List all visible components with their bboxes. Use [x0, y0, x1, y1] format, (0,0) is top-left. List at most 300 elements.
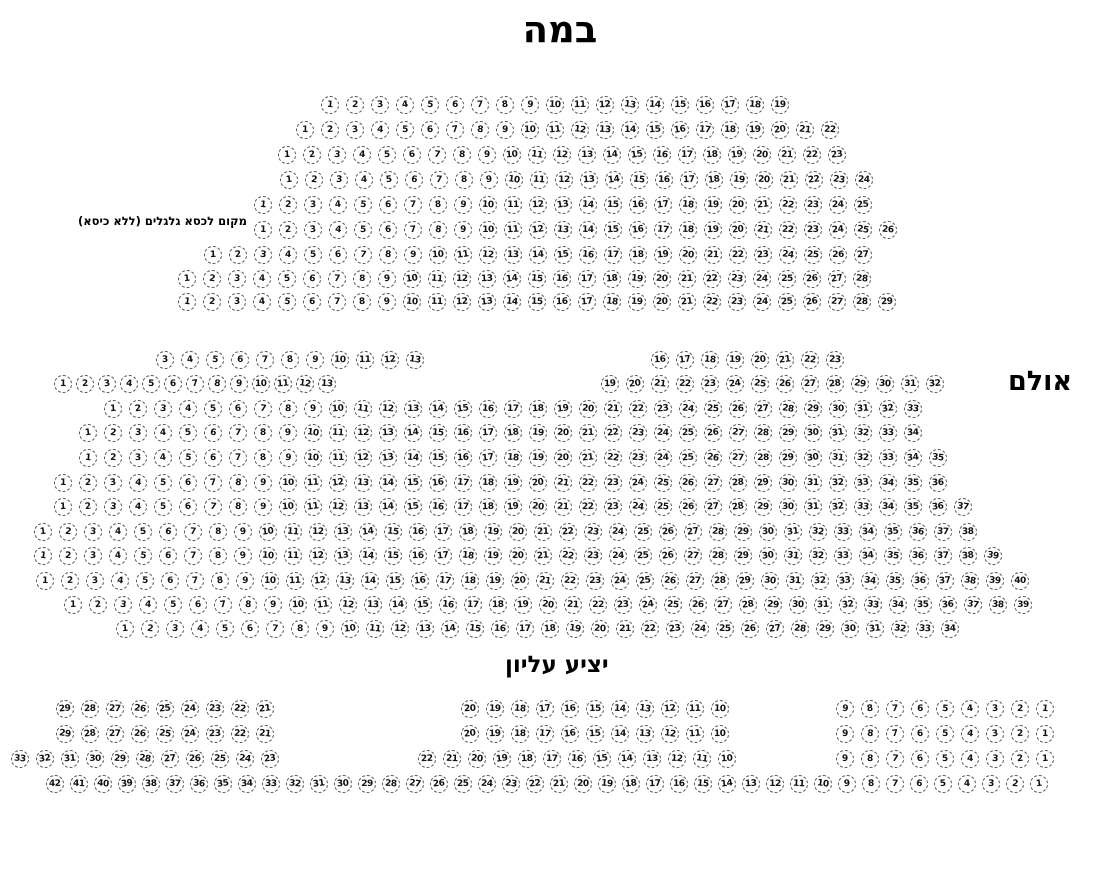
- seat[interactable]: [379, 400, 397, 418]
- seat[interactable]: [489, 596, 507, 614]
- seat[interactable]: [676, 351, 694, 369]
- seat[interactable]: [304, 246, 322, 264]
- seat[interactable]: [330, 171, 348, 189]
- seat[interactable]: [578, 146, 596, 164]
- seat[interactable]: [529, 400, 547, 418]
- seat[interactable]: [586, 572, 604, 590]
- seat[interactable]: [853, 270, 871, 288]
- seat[interactable]: [751, 351, 769, 369]
- seat[interactable]: [480, 171, 498, 189]
- seat[interactable]: [578, 270, 596, 288]
- seat[interactable]: [861, 750, 879, 768]
- seat[interactable]: [514, 596, 532, 614]
- seat[interactable]: [443, 750, 461, 768]
- seat[interactable]: [104, 400, 122, 418]
- seat[interactable]: [705, 171, 723, 189]
- seat[interactable]: [454, 498, 472, 516]
- seat[interactable]: [755, 171, 773, 189]
- seat[interactable]: [262, 775, 280, 793]
- seat[interactable]: [728, 270, 746, 288]
- seat[interactable]: [801, 351, 819, 369]
- seat[interactable]: [568, 750, 586, 768]
- seat[interactable]: [703, 293, 721, 311]
- seat[interactable]: [366, 620, 384, 638]
- seat[interactable]: [854, 498, 872, 516]
- seat[interactable]: [578, 293, 596, 311]
- seat[interactable]: [784, 547, 802, 565]
- seat[interactable]: [679, 498, 697, 516]
- seat[interactable]: [236, 750, 254, 768]
- seat[interactable]: [279, 196, 297, 214]
- seat[interactable]: [861, 725, 879, 743]
- seat[interactable]: [604, 221, 622, 239]
- seat[interactable]: [36, 572, 54, 590]
- seat[interactable]: [804, 474, 822, 492]
- seat[interactable]: [328, 146, 346, 164]
- seat[interactable]: [804, 221, 822, 239]
- seat[interactable]: [379, 246, 397, 264]
- seat[interactable]: [254, 400, 272, 418]
- seat[interactable]: [941, 620, 959, 638]
- seat[interactable]: [266, 620, 284, 638]
- seat[interactable]: [478, 146, 496, 164]
- seat[interactable]: [439, 596, 457, 614]
- seat[interactable]: [528, 293, 546, 311]
- seat[interactable]: [778, 270, 796, 288]
- seat[interactable]: [639, 596, 657, 614]
- seat[interactable]: [304, 400, 322, 418]
- seat[interactable]: [753, 293, 771, 311]
- seat[interactable]: [879, 424, 897, 442]
- seat[interactable]: [646, 96, 664, 114]
- seat[interactable]: [81, 725, 99, 743]
- seat[interactable]: [446, 121, 464, 139]
- seat[interactable]: [164, 375, 182, 393]
- seat[interactable]: [653, 270, 671, 288]
- seat[interactable]: [779, 246, 797, 264]
- seat[interactable]: [186, 750, 204, 768]
- seat[interactable]: [238, 775, 256, 793]
- seat[interactable]: [321, 96, 339, 114]
- seat[interactable]: [461, 725, 479, 743]
- seat[interactable]: [234, 523, 252, 541]
- seat[interactable]: [104, 474, 122, 492]
- seat[interactable]: [804, 449, 822, 467]
- seat[interactable]: [229, 424, 247, 442]
- seat[interactable]: [934, 523, 952, 541]
- seat[interactable]: [353, 293, 371, 311]
- seat[interactable]: [453, 146, 471, 164]
- seat[interactable]: [553, 270, 571, 288]
- seat[interactable]: [604, 196, 622, 214]
- seat[interactable]: [728, 146, 746, 164]
- seat[interactable]: [526, 775, 544, 793]
- seat[interactable]: [114, 596, 132, 614]
- seat[interactable]: [636, 725, 654, 743]
- seat[interactable]: [529, 424, 547, 442]
- seat[interactable]: [378, 270, 396, 288]
- seat[interactable]: [86, 572, 104, 590]
- seat[interactable]: [554, 449, 572, 467]
- seat[interactable]: [161, 750, 179, 768]
- seat[interactable]: [81, 700, 99, 718]
- seat[interactable]: [646, 775, 664, 793]
- seat[interactable]: [479, 498, 497, 516]
- seat[interactable]: [646, 121, 664, 139]
- seat[interactable]: [329, 424, 347, 442]
- seat[interactable]: [679, 474, 697, 492]
- seat[interactable]: [279, 400, 297, 418]
- seat[interactable]: [380, 171, 398, 189]
- seat[interactable]: [622, 775, 640, 793]
- seat[interactable]: [252, 375, 270, 393]
- seat[interactable]: [521, 121, 539, 139]
- seat[interactable]: [571, 96, 589, 114]
- seat[interactable]: [754, 246, 772, 264]
- seat[interactable]: [561, 725, 579, 743]
- seat[interactable]: [386, 572, 404, 590]
- seat[interactable]: [131, 725, 149, 743]
- seat[interactable]: [328, 270, 346, 288]
- seat[interactable]: [1036, 750, 1054, 768]
- seat[interactable]: [396, 121, 414, 139]
- seat[interactable]: [203, 270, 221, 288]
- seat[interactable]: [628, 293, 646, 311]
- seat[interactable]: [654, 424, 672, 442]
- seat[interactable]: [579, 498, 597, 516]
- seat[interactable]: [304, 424, 322, 442]
- seat[interactable]: [303, 270, 321, 288]
- seat[interactable]: [559, 523, 577, 541]
- seat[interactable]: [654, 196, 672, 214]
- seat[interactable]: [496, 96, 514, 114]
- seat[interactable]: [729, 400, 747, 418]
- seat[interactable]: [784, 523, 802, 541]
- seat[interactable]: [841, 620, 859, 638]
- seat[interactable]: [429, 449, 447, 467]
- seat[interactable]: [629, 196, 647, 214]
- seat[interactable]: [179, 498, 197, 516]
- seat[interactable]: [603, 146, 621, 164]
- seat[interactable]: [554, 221, 572, 239]
- seat[interactable]: [1030, 775, 1048, 793]
- seat[interactable]: [629, 400, 647, 418]
- seat[interactable]: [929, 449, 947, 467]
- seat[interactable]: [550, 775, 568, 793]
- seat[interactable]: [828, 293, 846, 311]
- seat[interactable]: [936, 700, 954, 718]
- seat[interactable]: [961, 572, 979, 590]
- seat[interactable]: [156, 725, 174, 743]
- seat[interactable]: [428, 293, 446, 311]
- seat[interactable]: [329, 196, 347, 214]
- seat[interactable]: [479, 221, 497, 239]
- seat[interactable]: [1036, 725, 1054, 743]
- seat[interactable]: [409, 523, 427, 541]
- seat[interactable]: [79, 449, 97, 467]
- seat[interactable]: [454, 246, 472, 264]
- seat[interactable]: [106, 725, 124, 743]
- seat[interactable]: [754, 221, 772, 239]
- seat[interactable]: [504, 449, 522, 467]
- seat[interactable]: [76, 375, 94, 393]
- seat[interactable]: [186, 572, 204, 590]
- seat[interactable]: [521, 96, 539, 114]
- seat[interactable]: [804, 400, 822, 418]
- seat[interactable]: [661, 700, 679, 718]
- seat[interactable]: [278, 293, 296, 311]
- seat[interactable]: [654, 221, 672, 239]
- seat[interactable]: [826, 375, 844, 393]
- seat[interactable]: [496, 121, 514, 139]
- seat[interactable]: [561, 700, 579, 718]
- seat[interactable]: [884, 523, 902, 541]
- seat[interactable]: [541, 620, 559, 638]
- seat[interactable]: [504, 221, 522, 239]
- seat[interactable]: [329, 246, 347, 264]
- seat[interactable]: [389, 596, 407, 614]
- seat[interactable]: [543, 750, 561, 768]
- seat[interactable]: [430, 171, 448, 189]
- seat[interactable]: [421, 96, 439, 114]
- seat[interactable]: [671, 121, 689, 139]
- seat[interactable]: [911, 700, 929, 718]
- seat[interactable]: [379, 449, 397, 467]
- seat[interactable]: [718, 750, 736, 768]
- seat[interactable]: [904, 449, 922, 467]
- seat[interactable]: [729, 424, 747, 442]
- seat[interactable]: [231, 725, 249, 743]
- seat[interactable]: [629, 498, 647, 516]
- seat[interactable]: [279, 498, 297, 516]
- seat[interactable]: [864, 596, 882, 614]
- seat[interactable]: [518, 750, 536, 768]
- seat[interactable]: [959, 523, 977, 541]
- seat[interactable]: [509, 547, 527, 565]
- seat[interactable]: [486, 572, 504, 590]
- seat[interactable]: [854, 246, 872, 264]
- seat[interactable]: [334, 547, 352, 565]
- seat[interactable]: [354, 400, 372, 418]
- seat[interactable]: [796, 121, 814, 139]
- seat[interactable]: [511, 725, 529, 743]
- seat[interactable]: [659, 523, 677, 541]
- seat[interactable]: [829, 221, 847, 239]
- seat[interactable]: [504, 424, 522, 442]
- seat[interactable]: [653, 293, 671, 311]
- seat[interactable]: [430, 775, 448, 793]
- seat[interactable]: [359, 547, 377, 565]
- seat[interactable]: [879, 449, 897, 467]
- seat[interactable]: [961, 725, 979, 743]
- seat[interactable]: [604, 498, 622, 516]
- seat[interactable]: [596, 121, 614, 139]
- seat[interactable]: [454, 196, 472, 214]
- seat[interactable]: [354, 196, 372, 214]
- seat[interactable]: [403, 270, 421, 288]
- seat[interactable]: [504, 400, 522, 418]
- seat[interactable]: [279, 221, 297, 239]
- seat[interactable]: [356, 351, 374, 369]
- seat[interactable]: [598, 775, 616, 793]
- seat[interactable]: [554, 246, 572, 264]
- seat[interactable]: [206, 725, 224, 743]
- seat[interactable]: [814, 775, 832, 793]
- seat[interactable]: [839, 596, 857, 614]
- seat[interactable]: [296, 375, 314, 393]
- seat[interactable]: [159, 523, 177, 541]
- seat[interactable]: [254, 221, 272, 239]
- seat[interactable]: [371, 121, 389, 139]
- seat[interactable]: [178, 293, 196, 311]
- seat[interactable]: [329, 400, 347, 418]
- seat[interactable]: [316, 620, 334, 638]
- seat[interactable]: [254, 449, 272, 467]
- seat[interactable]: [834, 547, 852, 565]
- seat[interactable]: [926, 375, 944, 393]
- seat[interactable]: [111, 750, 129, 768]
- seat[interactable]: [604, 424, 622, 442]
- seat[interactable]: [546, 96, 564, 114]
- seat[interactable]: [659, 547, 677, 565]
- seat[interactable]: [314, 596, 332, 614]
- seat[interactable]: [214, 775, 232, 793]
- seat[interactable]: [280, 171, 298, 189]
- seat[interactable]: [779, 424, 797, 442]
- seat[interactable]: [379, 424, 397, 442]
- seat[interactable]: [454, 221, 472, 239]
- seat[interactable]: [468, 750, 486, 768]
- seat[interactable]: [866, 620, 884, 638]
- seat[interactable]: [166, 620, 184, 638]
- seat[interactable]: [746, 121, 764, 139]
- seat[interactable]: [254, 424, 272, 442]
- seat[interactable]: [553, 146, 571, 164]
- seat[interactable]: [94, 775, 112, 793]
- seat[interactable]: [261, 572, 279, 590]
- seat[interactable]: [241, 620, 259, 638]
- seat[interactable]: [603, 270, 621, 288]
- seat[interactable]: [809, 547, 827, 565]
- seat[interactable]: [729, 196, 747, 214]
- seat[interactable]: [179, 424, 197, 442]
- seat[interactable]: [479, 246, 497, 264]
- seat[interactable]: [596, 96, 614, 114]
- seat[interactable]: [536, 572, 554, 590]
- seat[interactable]: [703, 146, 721, 164]
- seat[interactable]: [229, 449, 247, 467]
- seat[interactable]: [964, 596, 982, 614]
- seat[interactable]: [334, 775, 352, 793]
- seat[interactable]: [664, 596, 682, 614]
- seat[interactable]: [434, 547, 452, 565]
- seat[interactable]: [284, 547, 302, 565]
- seat[interactable]: [804, 196, 822, 214]
- seat[interactable]: [666, 620, 684, 638]
- seat[interactable]: [321, 121, 339, 139]
- seat[interactable]: [493, 750, 511, 768]
- seat[interactable]: [704, 474, 722, 492]
- seat[interactable]: [618, 750, 636, 768]
- seat[interactable]: [704, 498, 722, 516]
- seat[interactable]: [230, 375, 248, 393]
- seat[interactable]: [686, 700, 704, 718]
- seat[interactable]: [406, 775, 424, 793]
- seat[interactable]: [939, 596, 957, 614]
- seat[interactable]: [511, 572, 529, 590]
- seat[interactable]: [234, 547, 252, 565]
- seat[interactable]: [405, 171, 423, 189]
- seat[interactable]: [654, 246, 672, 264]
- seat[interactable]: [838, 775, 856, 793]
- seat[interactable]: [686, 572, 704, 590]
- seat[interactable]: [854, 474, 872, 492]
- seat[interactable]: [779, 474, 797, 492]
- seat[interactable]: [166, 775, 184, 793]
- seat[interactable]: [236, 572, 254, 590]
- seat[interactable]: [684, 523, 702, 541]
- seat[interactable]: [891, 620, 909, 638]
- seat[interactable]: [704, 400, 722, 418]
- seat[interactable]: [111, 572, 129, 590]
- seat[interactable]: [329, 498, 347, 516]
- seat[interactable]: [186, 375, 204, 393]
- seat[interactable]: [986, 572, 1004, 590]
- seat[interactable]: [418, 750, 436, 768]
- seat[interactable]: [554, 196, 572, 214]
- seat[interactable]: [156, 700, 174, 718]
- seat[interactable]: [303, 293, 321, 311]
- seat[interactable]: [889, 596, 907, 614]
- seat[interactable]: [936, 725, 954, 743]
- seat[interactable]: [11, 750, 29, 768]
- seat[interactable]: [779, 449, 797, 467]
- seat[interactable]: [528, 270, 546, 288]
- seat[interactable]: [509, 523, 527, 541]
- seat[interactable]: [654, 449, 672, 467]
- seat[interactable]: [384, 547, 402, 565]
- seat[interactable]: [579, 449, 597, 467]
- seat[interactable]: [961, 750, 979, 768]
- seat[interactable]: [636, 572, 654, 590]
- seat[interactable]: [726, 351, 744, 369]
- seat[interactable]: [711, 725, 729, 743]
- seat[interactable]: [655, 171, 673, 189]
- seat[interactable]: [34, 523, 52, 541]
- seat[interactable]: [154, 498, 172, 516]
- seat[interactable]: [286, 775, 304, 793]
- seat[interactable]: [629, 474, 647, 492]
- seat[interactable]: [853, 293, 871, 311]
- seat[interactable]: [104, 424, 122, 442]
- seat[interactable]: [704, 196, 722, 214]
- seat[interactable]: [353, 270, 371, 288]
- seat[interactable]: [304, 196, 322, 214]
- seat[interactable]: [982, 775, 1000, 793]
- seat[interactable]: [621, 96, 639, 114]
- seat[interactable]: [678, 293, 696, 311]
- seat[interactable]: [478, 293, 496, 311]
- seat[interactable]: [61, 750, 79, 768]
- seat[interactable]: [829, 196, 847, 214]
- seat[interactable]: [829, 474, 847, 492]
- seat[interactable]: [555, 171, 573, 189]
- seat[interactable]: [729, 474, 747, 492]
- seat[interactable]: [786, 572, 804, 590]
- seat[interactable]: [341, 620, 359, 638]
- seat[interactable]: [142, 775, 160, 793]
- seat[interactable]: [678, 270, 696, 288]
